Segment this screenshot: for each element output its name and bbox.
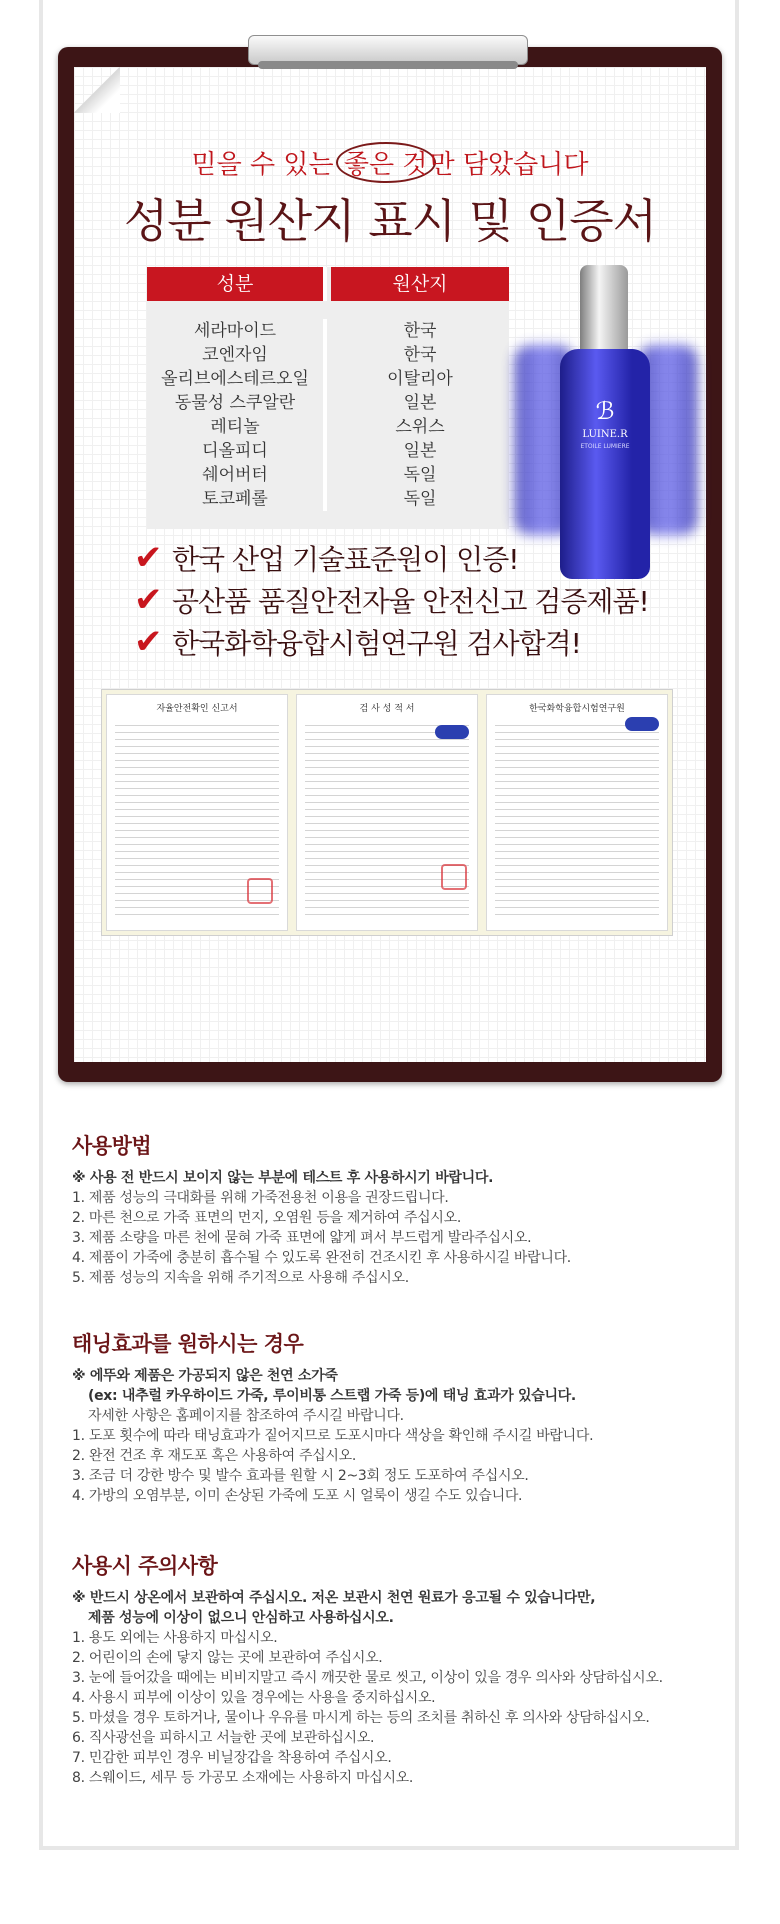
caution-step: 6. 직사광선을 피하시고 서늘한 곳에 보관하십시오. bbox=[72, 1730, 375, 1746]
section-title: 사용시 주의사항 bbox=[72, 1554, 218, 1578]
ingredient-cell: 동물성 스쿠알란 bbox=[174, 393, 296, 413]
tanning-note: ※ 에뚜와 제품은 가공되지 않은 천연 소가죽 bbox=[72, 1368, 338, 1384]
header-ingredient: 성분 bbox=[147, 267, 327, 301]
ingredient-cell: 올리브에스테르오일 bbox=[161, 369, 309, 389]
institute-logo-badge bbox=[625, 717, 659, 731]
origin-cell: 독일 bbox=[403, 489, 437, 509]
origin-cell: 한국 bbox=[403, 321, 437, 341]
tanning-step: 4. 가방의 오염부분, 이미 손상된 가죽에 도포 시 얼룩이 생길 수도 있습니다. bbox=[72, 1488, 523, 1504]
ingredient-cell: 레티놀 bbox=[210, 417, 260, 437]
tanning-step: 2. 완전 건조 후 재도포 혹은 사용하여 주십시오. bbox=[72, 1448, 356, 1464]
origin-cell: 이탈리아 bbox=[387, 369, 453, 389]
tanning-step: 1. 도포 횟수에 따라 태닝효과가 짙어지므로 도포시마다 색상을 확인해 주시길 바랍니다. bbox=[72, 1428, 594, 1444]
page-curl bbox=[74, 67, 120, 113]
origin-cell: 독일 bbox=[403, 465, 437, 485]
certificate-document-2: 검 사 성 적 서 bbox=[296, 694, 478, 931]
usage-section bbox=[72, 1130, 722, 1288]
headline-subtitle: 믿을 수 있는 좋은 것만 담았습니다 bbox=[74, 142, 706, 183]
ingredients-table bbox=[147, 267, 509, 529]
caution-step: 3. 눈에 들어갔을 때에는 비비지말고 즉시 깨끗한 물로 씻고, 이상이 있을 경우 의사와 상담하십시오. bbox=[72, 1670, 663, 1686]
caution-step: 2. 어린이의 손에 닿지 않는 곳에 보관하여 주십시오. bbox=[72, 1650, 383, 1666]
origin-cell: 일본 bbox=[403, 393, 437, 413]
clipboard-clip bbox=[248, 35, 528, 73]
checkmark-icon: ✔ bbox=[134, 538, 163, 578]
certification-item: ✔ 한국 산업 기술표준원이 인증! bbox=[134, 538, 519, 578]
certificate-paper bbox=[74, 67, 706, 1062]
tanning-note-line: (ex: 내추럴 카우하이드 가죽, 루이비통 스트랩 가죽 등)에 태닝 효과가 있습니다. bbox=[88, 1388, 576, 1404]
tanning-section bbox=[72, 1328, 722, 1506]
header-origin: 원산지 bbox=[331, 267, 509, 301]
tanning-note-line: 자세한 사항은 홈페이지를 참조하여 주시길 바랍니다. bbox=[88, 1408, 404, 1424]
certificate-document-1: 자율안전확인 신고서 bbox=[106, 694, 288, 931]
caution-note: ※ 반드시 상온에서 보관하여 주십시오. 저온 보관시 천연 원료가 응고될 수 있습니다만, bbox=[72, 1590, 596, 1606]
certificate-documents bbox=[101, 689, 673, 936]
ingredient-cell: 세라마이드 bbox=[193, 321, 277, 341]
institute-logo-badge bbox=[435, 725, 469, 739]
bottle-pump bbox=[580, 265, 628, 355]
origin-cell: 일본 bbox=[403, 441, 437, 461]
ingredient-cell: 코엔자임 bbox=[202, 345, 268, 365]
certificate-document-3: 한국화학융합시험연구원 bbox=[486, 694, 668, 931]
caution-step: 7. 민감한 피부인 경우 비닐장갑을 착용하여 주십시오. bbox=[72, 1750, 392, 1766]
caution-step: 5. 마셨을 경우 토하거나, 물이나 우유를 마시게 하는 등의 조치를 취하신 후 의사와 상담하십시오. bbox=[72, 1710, 650, 1726]
seal-stamp bbox=[247, 878, 273, 904]
seal-stamp bbox=[441, 864, 467, 890]
caution-step: 8. 스웨이드, 세무 등 가공모 소재에는 사용하지 마십시오. bbox=[72, 1770, 414, 1786]
ingredient-column bbox=[147, 319, 327, 511]
usage-step: 2. 마른 천으로 가죽 표면의 먼지, 오염원 등을 제거하여 주십시오. bbox=[72, 1210, 462, 1226]
brand-logo: ℬ bbox=[595, 397, 615, 425]
ingredient-cell: 쉐어버터 bbox=[202, 465, 268, 485]
certification-item: ✔ 한국화학융합시험연구원 검사합격! bbox=[134, 622, 581, 662]
brand-name: LUINE.R bbox=[582, 429, 628, 440]
tanning-step: 3. 조금 더 강한 방수 및 발수 효과를 원할 시 2~3회 정도 도포하여 주십시오. bbox=[72, 1468, 529, 1484]
ingredient-cell: 토코페롤 bbox=[202, 489, 268, 509]
ingredient-cell: 디올피디 bbox=[202, 441, 268, 461]
section-title: 태닝효과를 원하시는 경우 bbox=[72, 1332, 304, 1356]
origin-column bbox=[331, 319, 509, 511]
usage-step: 4. 제품이 가죽에 충분히 흡수될 수 있도록 완전히 건조시킨 후 사용하시길 바랍니다. bbox=[72, 1250, 571, 1266]
certification-item: ✔ 공산품 품질안전자율 안전신고 검증제품! bbox=[134, 580, 649, 620]
caution-section bbox=[72, 1550, 722, 1788]
checkmark-icon: ✔ bbox=[134, 622, 163, 662]
section-title: 사용방법 bbox=[72, 1134, 152, 1158]
brand-subname: ETOILE LUMIERE bbox=[580, 443, 630, 450]
checkmark-icon: ✔ bbox=[134, 580, 163, 620]
caution-note-line: 제품 성능에 이상이 없으니 안심하고 사용하십시오. bbox=[88, 1610, 394, 1626]
usage-step: 3. 제품 소량을 마른 천에 묻혀 가죽 표면에 얇게 펴서 부드럽게 발라주십시오. bbox=[72, 1230, 532, 1246]
circled-highlight: 좋은 것 bbox=[336, 142, 436, 183]
usage-step: 5. 제품 성능의 지속을 위해 주기적으로 사용해 주십시오. bbox=[72, 1270, 409, 1286]
certification-list bbox=[134, 537, 694, 663]
caution-step: 4. 사용시 피부에 이상이 있을 경우에는 사용을 중지하십시오. bbox=[72, 1690, 436, 1706]
usage-note: ※ 사용 전 반드시 보이지 않는 부분에 테스트 후 사용하시기 바랍니다. bbox=[72, 1170, 494, 1186]
origin-cell: 한국 bbox=[403, 345, 437, 365]
caution-step: 1. 용도 외에는 사용하지 마십시오. bbox=[72, 1630, 278, 1646]
usage-step: 1. 제품 성능의 극대화를 위해 가죽전용천 이용을 권장드립니다. bbox=[72, 1190, 449, 1206]
origin-cell: 스위스 bbox=[395, 417, 445, 437]
clipboard bbox=[58, 47, 722, 1082]
page-title: 성분 원산지 표시 및 인증서 bbox=[123, 194, 657, 248]
